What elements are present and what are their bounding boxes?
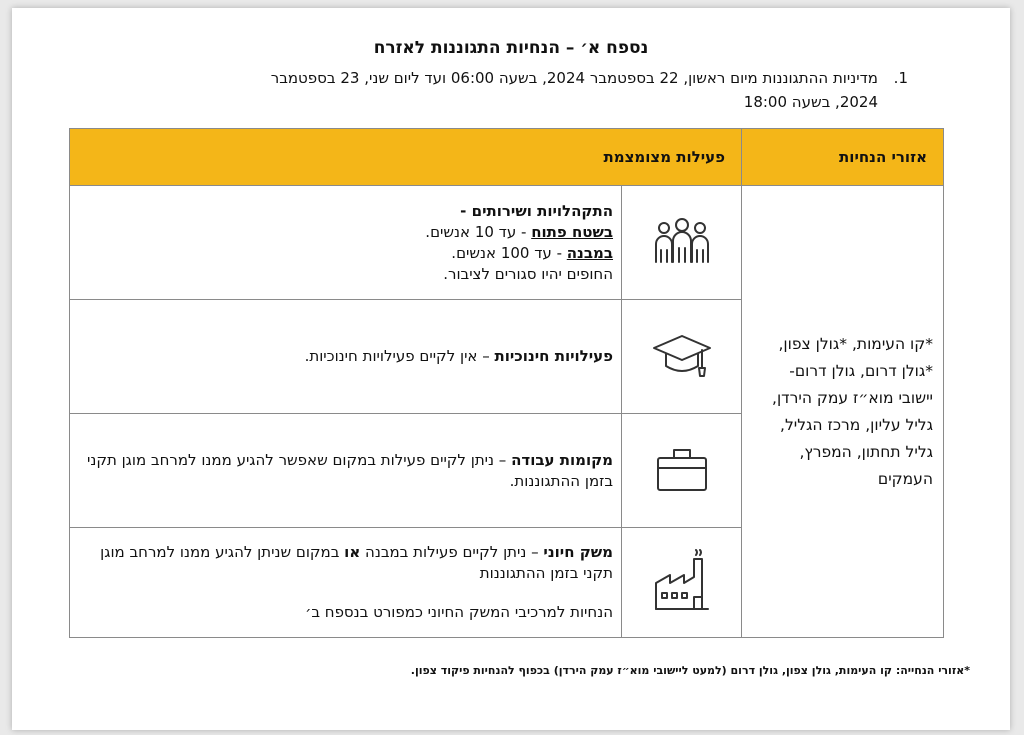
row-gatherings — [70, 186, 622, 300]
policy-paragraph — [58, 66, 908, 114]
open-area-label: בשטח פתוח — [531, 222, 614, 241]
education-text: – אין לקיים פעילויות חינוכיות. — [304, 347, 495, 365]
essential-or: או — [344, 543, 361, 561]
open-area-limit: - עד 10 אנשים. — [425, 222, 532, 241]
zones-cell: *קו העימות, *גולן צפון, *גולן דרום, גולן דרום- יישובי מוא״ז עמק הירדן, גליל עליון, מרכז הגליל, גליל תחתון, המפרץ, העמקים — [742, 186, 944, 638]
policy-line-2: 2024, בשעה 18:00 — [743, 93, 878, 111]
header-activity: פעילות מצומצמת — [70, 129, 742, 186]
essential-text-a: – ניתן לקיים פעילות במבנה — [360, 543, 544, 561]
row-workplaces — [70, 414, 622, 528]
gatherings-title: התקהלויות ושירותים - — [460, 201, 614, 220]
beaches-closed: החופים יהיו סגורים לציבור. — [443, 264, 614, 283]
footnote: *אזורי הנחייה: קו העימות, גולן צפון, גולן דרום (למעט ליישובי מוא״ז עמק הירדן) בכפוף להנחיות פיקוד צפון. — [410, 664, 970, 677]
building-label: במבנה — [566, 243, 614, 262]
policy-number: 1. — [893, 69, 908, 87]
row-essential-economy — [70, 528, 622, 638]
header-zones: אזורי הנחיות — [742, 129, 944, 186]
building-limit: - עד 100 אנשים. — [451, 243, 567, 262]
page-title: נספח א׳ – הנחיות התגוננות לאזרח — [373, 38, 649, 58]
policy-line-1: מדיניות ההתגוננות מיום ראשון, 22 בספטמבר 2024, בשעה 06:00 ועד ליום שני, 23 בספטמבר — [270, 69, 878, 87]
people-icon — [650, 251, 714, 270]
workplaces-text: – ניתן לקיים פעילות במקום שאפשר להגיע ממנו למרחב מוגן תקני בזמן ההתגוננות. — [86, 450, 614, 490]
essential-text-b: במקום שניתן להגיע ממנו למרחב מוגן תקני בזמן ההתגוננות — [100, 543, 614, 582]
workplaces-title: מקומות עבודה — [511, 450, 614, 469]
document-page — [12, 8, 1010, 730]
factory-icon — [650, 598, 714, 617]
graduation-cap-icon — [650, 367, 714, 386]
essential-title: משק חיוני — [543, 543, 614, 561]
row-education — [70, 300, 622, 414]
guidelines-table — [69, 128, 944, 638]
essential-note: הנחיות למרכיבי המשק החיוני כמפורט בנספח ב׳ — [305, 603, 614, 621]
education-title: פעילויות חינוכיות — [494, 347, 614, 365]
briefcase-icon — [650, 479, 714, 498]
